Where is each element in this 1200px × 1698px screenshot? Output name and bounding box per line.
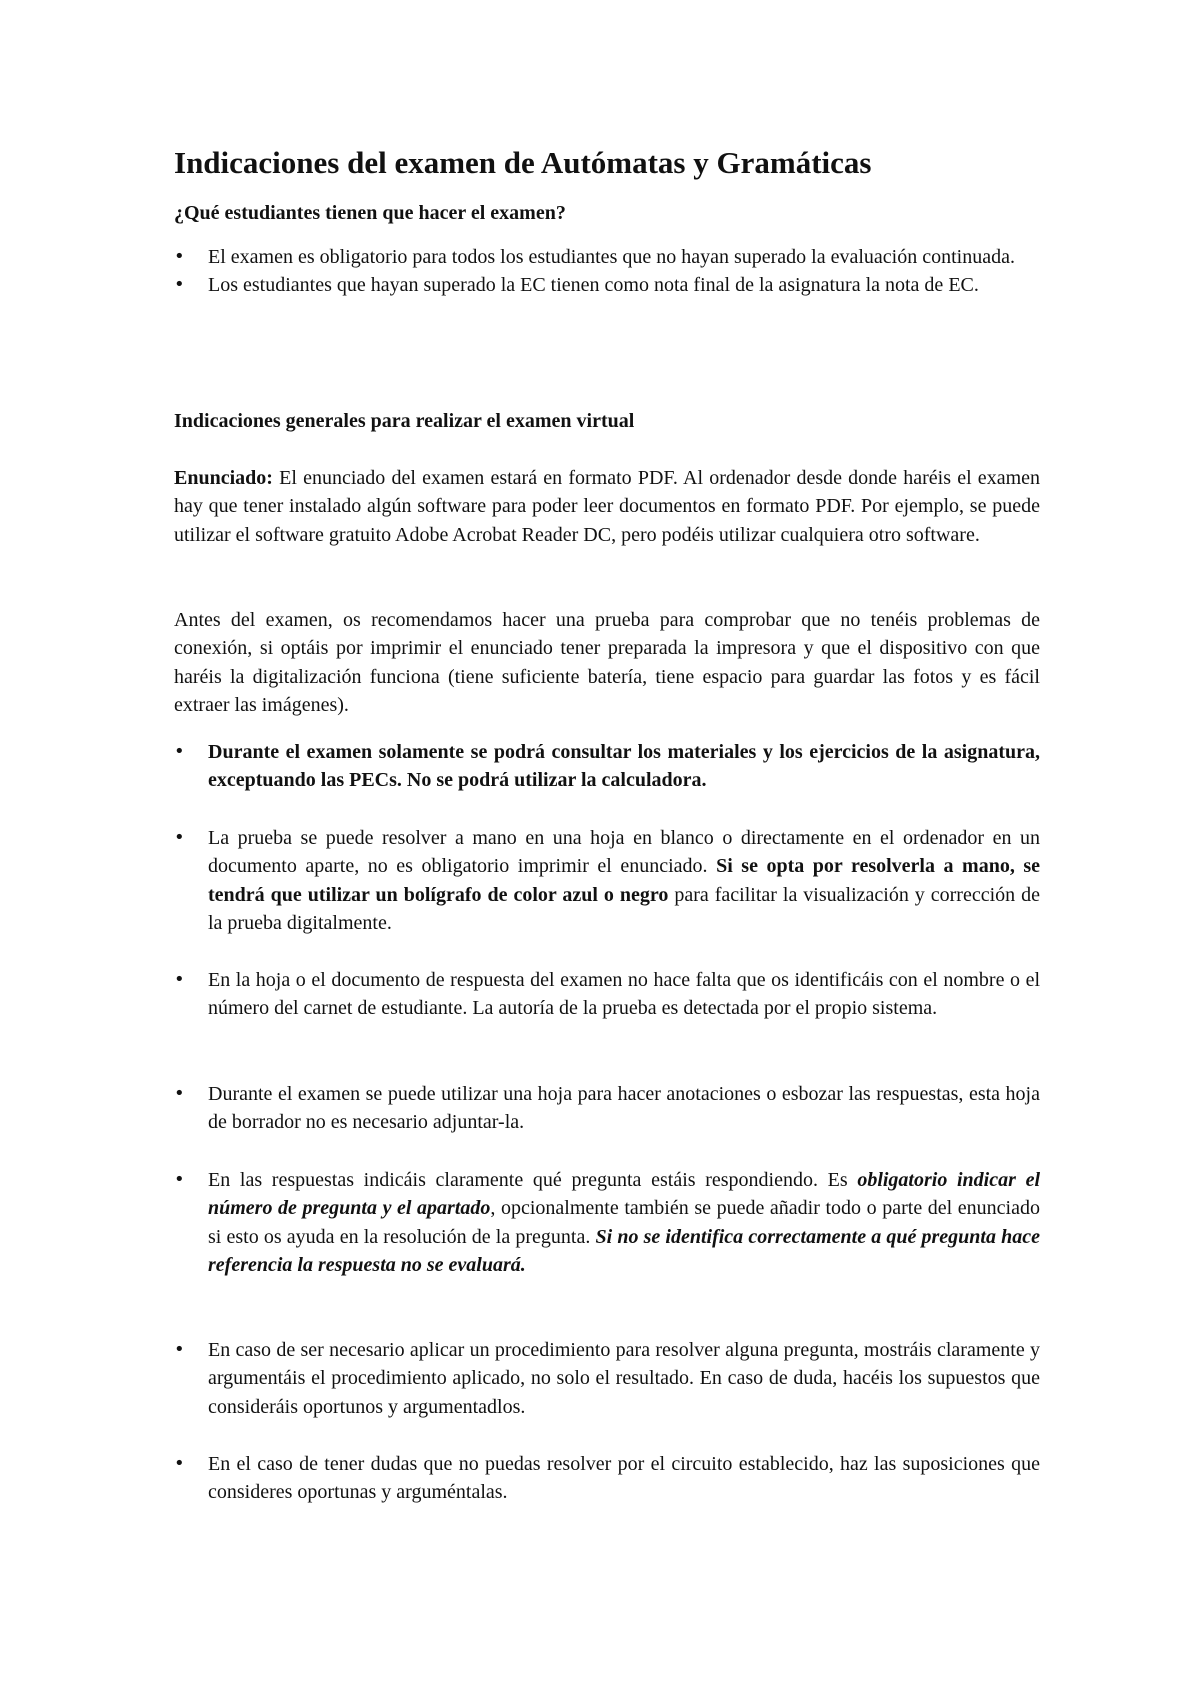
list-item xyxy=(174,243,1040,271)
list-item-text: En caso de ser necesario aplicar un procedimiento para resolver alguna pregunta, mostráis claramente y argumentáis el procedimiento aplicado, no solo el resultado. En caso de duda, hacéis los supuestos que consideráis oportunos y argumentadlos. xyxy=(208,1339,1040,1418)
antes-text: Antes del examen, os recomendamos hacer una prueba para comprobar que no tenéis problemas de conexión, si optáis por imprimir el enunciado tener preparada la impresora y que el dispositivo con que haréis la digitalización funciona (tiene suficiente batería, tiene espacio para guardar las fotos y es fácil extraer las imágenes). xyxy=(174,609,1040,717)
list-item xyxy=(174,1450,1040,1507)
list-item-text: para facilitar la visualización y corrección de la prueba digitalmente. xyxy=(208,883,1040,935)
list-item-text: La prueba se puede resolver a mano en una hoja en blanco o directamente en el ordenador en un documento aparte, no es obligatorio imprimir el enunciado. xyxy=(208,827,1040,878)
enunciado-paragraph xyxy=(174,464,1040,549)
list-item xyxy=(174,1336,1040,1421)
enunciado-text: El enunciado del examen estará en formato PDF. Al ordenador desde donde haréis el examen hay que tener instalado algún software para poder leer documentos en formato PDF. Por ejemplo, se puede utilizar el software gratuito Adobe Acrobat Reader DC, pero podéis utilizar cualquiera otro software. xyxy=(174,467,1040,546)
list-item xyxy=(174,966,1040,1023)
rule-item-procedure xyxy=(174,1336,1040,1421)
bullet-icon: • xyxy=(174,1083,185,1104)
list-item xyxy=(174,271,1040,299)
list-item-emphasis: Si no se identifica correctamente a qué pregunta hace referencia la respuesta no se evaluará. xyxy=(208,1225,1041,1277)
who-list xyxy=(174,243,1040,300)
section-heading-who: ¿Qué estudiantes tienen que hacer el examen? xyxy=(174,202,566,224)
rule-item-answers xyxy=(174,1166,1040,1280)
bullet-icon: • xyxy=(174,274,185,296)
list-item-text: Durante el examen se puede utilizar una hoja para hacer anotaciones o esbozar las respuestas, esta hoja de borrador no es necesario adjuntar-la. xyxy=(208,1083,1040,1134)
bullet-icon: • xyxy=(174,1453,185,1474)
list-item xyxy=(174,1166,1040,1280)
bullet-icon: • xyxy=(174,827,185,848)
bullet-icon: • xyxy=(174,1339,185,1360)
list-item-text: , opcionalmente también se puede añadir todo o parte del enunciado si esto os ayuda en la resolución de la pregunta. xyxy=(208,1197,1040,1248)
list-item xyxy=(174,824,1040,938)
antes-paragraph xyxy=(174,606,1040,720)
rule-item-materials xyxy=(174,738,1040,795)
list-item-text: Durante el examen solamente se podrá consultar los materiales y los ejercicios de la asignatura, exceptuando las PECs. No se podrá utilizar la calculadora. xyxy=(208,741,1040,792)
page-title: Indicaciones del examen de Autómatas y Gramáticas xyxy=(174,145,872,180)
list-item-text: En la hoja o el documento de respuesta del examen no hace falta que os identificáis con el nombre o el número del carnet de estudiante. La autoría de la prueba es detectada por el propio sistema. xyxy=(208,969,1040,1020)
bullet-icon: • xyxy=(174,969,185,990)
rule-item-identification xyxy=(174,966,1040,1023)
list-item-text: En las respuestas indicáis claramente qué pregunta estáis respondiendo. Es xyxy=(208,1169,858,1191)
list-item-emphasis: obligatorio indicar el número de pregunta y el apartado xyxy=(208,1169,1040,1220)
bullet-icon: • xyxy=(174,1169,185,1190)
enunciado-label: Enunciado: xyxy=(174,467,273,489)
list-item xyxy=(174,738,1040,795)
list-item xyxy=(174,1080,1040,1137)
rule-item-doubts xyxy=(174,1450,1040,1507)
bullet-icon: • xyxy=(174,246,185,267)
list-item-text: En el caso de tener dudas que no puedas resolver por el circuito establecido, haz las suposiciones que consideres oportunas y arguméntalas. xyxy=(208,1453,1040,1504)
rule-item-draft xyxy=(174,1080,1040,1137)
list-item-text: El examen es obligatorio para todos los estudiantes que no hayan superado la evaluación continuada. xyxy=(208,246,1015,268)
rule-item-handwriting xyxy=(174,824,1040,938)
bullet-icon: • xyxy=(174,741,185,762)
list-item-emphasis: Si se opta por resolverla a mano, se tendrá que utilizar un bolígrafo de color azul o negro xyxy=(208,855,1041,906)
section-heading-general: Indicaciones generales para realizar el examen virtual xyxy=(174,410,635,432)
list-item-text: Los estudiantes que hayan superado la EC tienen como nota final de la asignatura la nota de EC. xyxy=(208,274,979,297)
